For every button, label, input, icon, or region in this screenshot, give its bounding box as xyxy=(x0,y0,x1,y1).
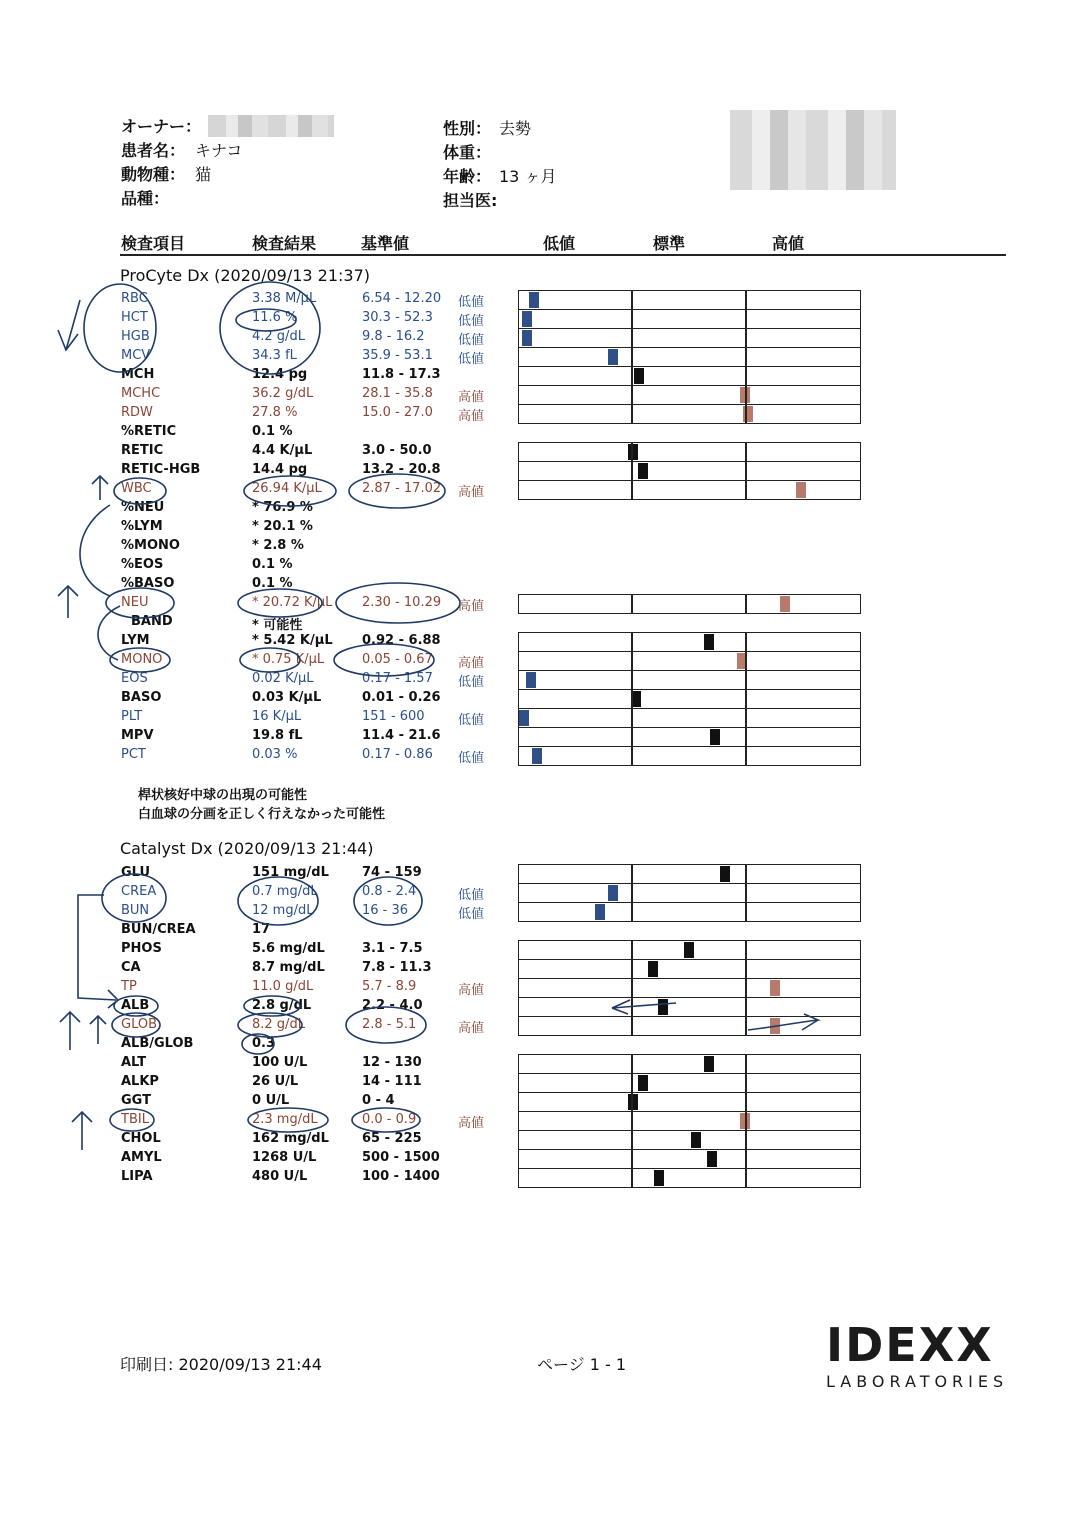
reference-range: 0.01 - 0.26 xyxy=(362,690,441,705)
flag-label: 低値 xyxy=(458,352,485,367)
col-high: 高値 xyxy=(772,234,805,253)
test-name: RETIC-HGB xyxy=(121,462,201,477)
print-date: 印刷日: 2020/09/13 21:44 xyxy=(120,1355,322,1374)
reference-range: 14 - 111 xyxy=(362,1074,422,1089)
note-1: 桿状核好中球の出現の可能性 xyxy=(138,788,308,803)
test-result: 8.2 g/dL xyxy=(252,1017,305,1032)
test-result: 26 U/L xyxy=(252,1074,299,1089)
test-result: * 20.1 % xyxy=(252,519,313,534)
reference-range: 7.8 - 11.3 xyxy=(362,960,432,975)
test-name: LIPA xyxy=(121,1169,153,1184)
test-result: 4.2 g/dL xyxy=(252,329,305,344)
test-name: LYM xyxy=(121,633,150,648)
reference-range: 0.8 - 2.4 xyxy=(362,884,417,899)
reference-range: 9.8 - 16.2 xyxy=(362,329,425,344)
test-result: * 5.42 K/μL xyxy=(252,633,333,648)
flag-label: 高値 xyxy=(458,656,485,671)
test-result: 0.03 % xyxy=(252,747,298,762)
idexx-logo xyxy=(826,1318,1009,1391)
flag-label: 高値 xyxy=(458,1116,485,1131)
test-result: 17 xyxy=(252,922,271,937)
flag-label: 低値 xyxy=(458,295,485,310)
species-value: 猫 xyxy=(195,165,212,184)
test-result: 0.1 % xyxy=(252,576,293,591)
flag-label: 高値 xyxy=(458,390,485,405)
test-name: ALB xyxy=(121,998,150,1013)
test-name: TBIL xyxy=(121,1112,149,1127)
reference-range: 74 - 159 xyxy=(362,865,422,880)
test-name: BUN/CREA xyxy=(121,922,196,937)
flag-label: 低値 xyxy=(458,907,485,922)
reference-range: 3.1 - 7.5 xyxy=(362,941,423,956)
test-result: 16 K/μL xyxy=(252,709,302,724)
test-result: 2.8 g/dL xyxy=(252,998,312,1013)
test-result: 2.3 mg/dL xyxy=(252,1112,318,1127)
reference-range: 2.2 - 4.0 xyxy=(362,998,423,1013)
test-name: ALKP xyxy=(121,1074,159,1089)
test-name: GLOB xyxy=(121,1017,158,1032)
flag-label: 低値 xyxy=(458,888,485,903)
test-name: %BASO xyxy=(121,576,175,591)
reference-range: 0.17 - 0.86 xyxy=(362,747,433,762)
reference-range: 2.8 - 5.1 xyxy=(362,1017,417,1032)
reference-range: 65 - 225 xyxy=(362,1131,422,1146)
test-name: MCV xyxy=(121,348,151,363)
flag-label: 高値 xyxy=(458,485,485,500)
reference-range: 11.4 - 21.6 xyxy=(362,728,441,743)
patient-value: キナコ xyxy=(195,141,243,160)
test-result: 36.2 g/dL xyxy=(252,386,314,401)
owner-label: オーナー： xyxy=(121,117,202,136)
reference-range: 11.8 - 17.3 xyxy=(362,367,441,382)
test-name: RBC xyxy=(121,291,148,306)
test-name: HCT xyxy=(121,310,148,325)
test-name: PCT xyxy=(121,747,146,762)
reference-range: 0.0 - 0.9 xyxy=(362,1112,417,1127)
test-name: ALT xyxy=(121,1055,147,1070)
test-name: CREA xyxy=(121,884,157,899)
test-result: 8.7 mg/dL xyxy=(252,960,325,975)
col-normal: 標準 xyxy=(653,234,686,253)
reference-range: 100 - 1400 xyxy=(362,1169,440,1184)
test-result: 14.4 pg xyxy=(252,462,308,477)
test-result: 0.7 mg/dL xyxy=(252,884,318,899)
test-result: 480 U/L xyxy=(252,1169,308,1184)
test-name: CHOL xyxy=(121,1131,161,1146)
sex-label: 性別： xyxy=(443,119,492,138)
col-result: 検査結果 xyxy=(252,234,317,253)
test-result: 0.3 xyxy=(252,1036,276,1051)
col-reference: 基準値 xyxy=(361,234,410,253)
age-label: 年齢： xyxy=(443,167,492,186)
test-name: NEU xyxy=(121,595,149,610)
test-name: MCHC xyxy=(121,386,161,401)
test-name: EOS xyxy=(121,671,148,686)
reference-range: 5.7 - 8.9 xyxy=(362,979,417,994)
test-name: HGB xyxy=(121,329,150,344)
test-name: ALB/GLOB xyxy=(121,1036,194,1051)
patient-label: 患者名： xyxy=(121,141,186,160)
test-name: MCH xyxy=(121,367,155,382)
test-result: * 0.75 K/μL xyxy=(252,652,325,667)
test-name: PHOS xyxy=(121,941,162,956)
reference-range: 35.9 - 53.1 xyxy=(362,348,433,363)
flag-label: 低値 xyxy=(458,333,485,348)
test-result: 0.03 K/μL xyxy=(252,690,322,705)
test-result: 1268 U/L xyxy=(252,1150,317,1165)
test-name: CA xyxy=(121,960,141,975)
flag-label: 低値 xyxy=(458,314,485,329)
test-name: BASO xyxy=(121,690,162,705)
test-result: 0.1 % xyxy=(252,424,293,439)
reference-range: 2.87 - 17.02 xyxy=(362,481,442,496)
test-name: AMYL xyxy=(121,1150,162,1165)
reference-range: 0.17 - 1.57 xyxy=(362,671,433,686)
sex-value: 去勢 xyxy=(499,119,532,138)
test-name: MPV xyxy=(121,728,154,743)
doctor-label: 担当医: xyxy=(443,191,498,210)
test-result: 11.0 g/dL xyxy=(252,979,314,994)
test-name: %EOS xyxy=(121,557,164,572)
reference-range: 151 - 600 xyxy=(362,709,425,724)
flag-label: 高値 xyxy=(458,409,485,424)
flag-label: 低値 xyxy=(458,713,485,728)
test-result: 27.8 % xyxy=(252,405,298,420)
flag-label: 低値 xyxy=(458,751,485,766)
test-name: %MONO xyxy=(121,538,180,553)
test-result: 26.94 K/μL xyxy=(252,481,322,496)
flag-label: 高値 xyxy=(458,599,485,614)
reference-range: 30.3 - 52.3 xyxy=(362,310,433,325)
procyte-title: ProCyte Dx (2020/09/13 21:37) xyxy=(120,266,370,285)
test-result: 151 mg/dL xyxy=(252,865,329,880)
test-result: 12 mg/dL xyxy=(252,903,314,918)
test-result: 0.02 K/μL xyxy=(252,671,314,686)
test-result: * 2.8 % xyxy=(252,538,304,553)
reference-range: 12 - 130 xyxy=(362,1055,422,1070)
test-name: BAND xyxy=(131,614,173,629)
logo-main: IDEXX xyxy=(826,1318,994,1372)
flag-label: 低値 xyxy=(458,675,485,690)
test-name: PLT xyxy=(121,709,143,724)
reference-range: 2.30 - 10.29 xyxy=(362,595,442,610)
test-result: * 可能性 xyxy=(252,618,303,633)
flag-label: 高値 xyxy=(458,1021,485,1036)
reference-range: 6.54 - 12.20 xyxy=(362,291,442,306)
test-name: %RETIC xyxy=(121,424,177,439)
test-name: GLU xyxy=(121,865,151,880)
breed-label: 品種： xyxy=(121,189,170,208)
page-number: ページ 1 - 1 xyxy=(537,1355,627,1374)
test-result: 34.3 fL xyxy=(252,348,297,363)
weight-label: 体重： xyxy=(443,143,492,162)
col-item: 検査項目 xyxy=(121,234,186,253)
test-result: 4.4 K/μL xyxy=(252,443,313,458)
reference-range: 3.0 - 50.0 xyxy=(362,443,432,458)
test-name: MONO xyxy=(121,652,163,667)
test-name: GGT xyxy=(121,1093,151,1108)
test-name: RDW xyxy=(121,405,153,420)
test-name: BUN xyxy=(121,903,150,918)
reference-range: 13.2 - 20.8 xyxy=(362,462,441,477)
catalyst-title: Catalyst Dx (2020/09/13 21:44) xyxy=(120,839,374,858)
test-result: * 76.9 % xyxy=(252,500,313,515)
test-result: * 20.72 K/μL xyxy=(252,595,333,610)
test-name: TP xyxy=(121,979,137,994)
test-result: 3.38 M/μL xyxy=(252,291,317,306)
note-2: 白血球の分画を正しく行えなかった可能性 xyxy=(138,807,386,822)
reference-range: 0.05 - 0.67 xyxy=(362,652,433,667)
logo-sub: LABORATORIES xyxy=(826,1372,1009,1391)
flag-label: 高値 xyxy=(458,983,485,998)
reference-range: 500 - 1500 xyxy=(362,1150,440,1165)
test-name: RETIC xyxy=(121,443,164,458)
test-result: 19.8 fL xyxy=(252,728,303,743)
reference-range: 0.92 - 6.88 xyxy=(362,633,441,648)
reference-range: 0 - 4 xyxy=(362,1093,395,1108)
test-result: 0 U/L xyxy=(252,1093,290,1108)
test-result: 12.4 pg xyxy=(252,367,308,382)
test-result: 162 mg/dL xyxy=(252,1131,329,1146)
reference-range: 15.0 - 27.0 xyxy=(362,405,433,420)
reference-range: 16 - 36 xyxy=(362,903,409,918)
test-result: 0.1 % xyxy=(252,557,293,572)
species-label: 動物種： xyxy=(121,165,186,184)
test-name: %NEU xyxy=(121,500,165,515)
reference-range: 28.1 - 35.8 xyxy=(362,386,433,401)
test-name: %LYM xyxy=(121,519,163,534)
test-result: 100 U/L xyxy=(252,1055,308,1070)
test-name: WBC xyxy=(121,481,152,496)
age-value: 13 ヶ月 xyxy=(499,167,557,186)
test-result: 5.6 mg/dL xyxy=(252,941,325,956)
col-low: 低値 xyxy=(543,234,576,253)
test-result: 11.6 % xyxy=(252,310,298,325)
